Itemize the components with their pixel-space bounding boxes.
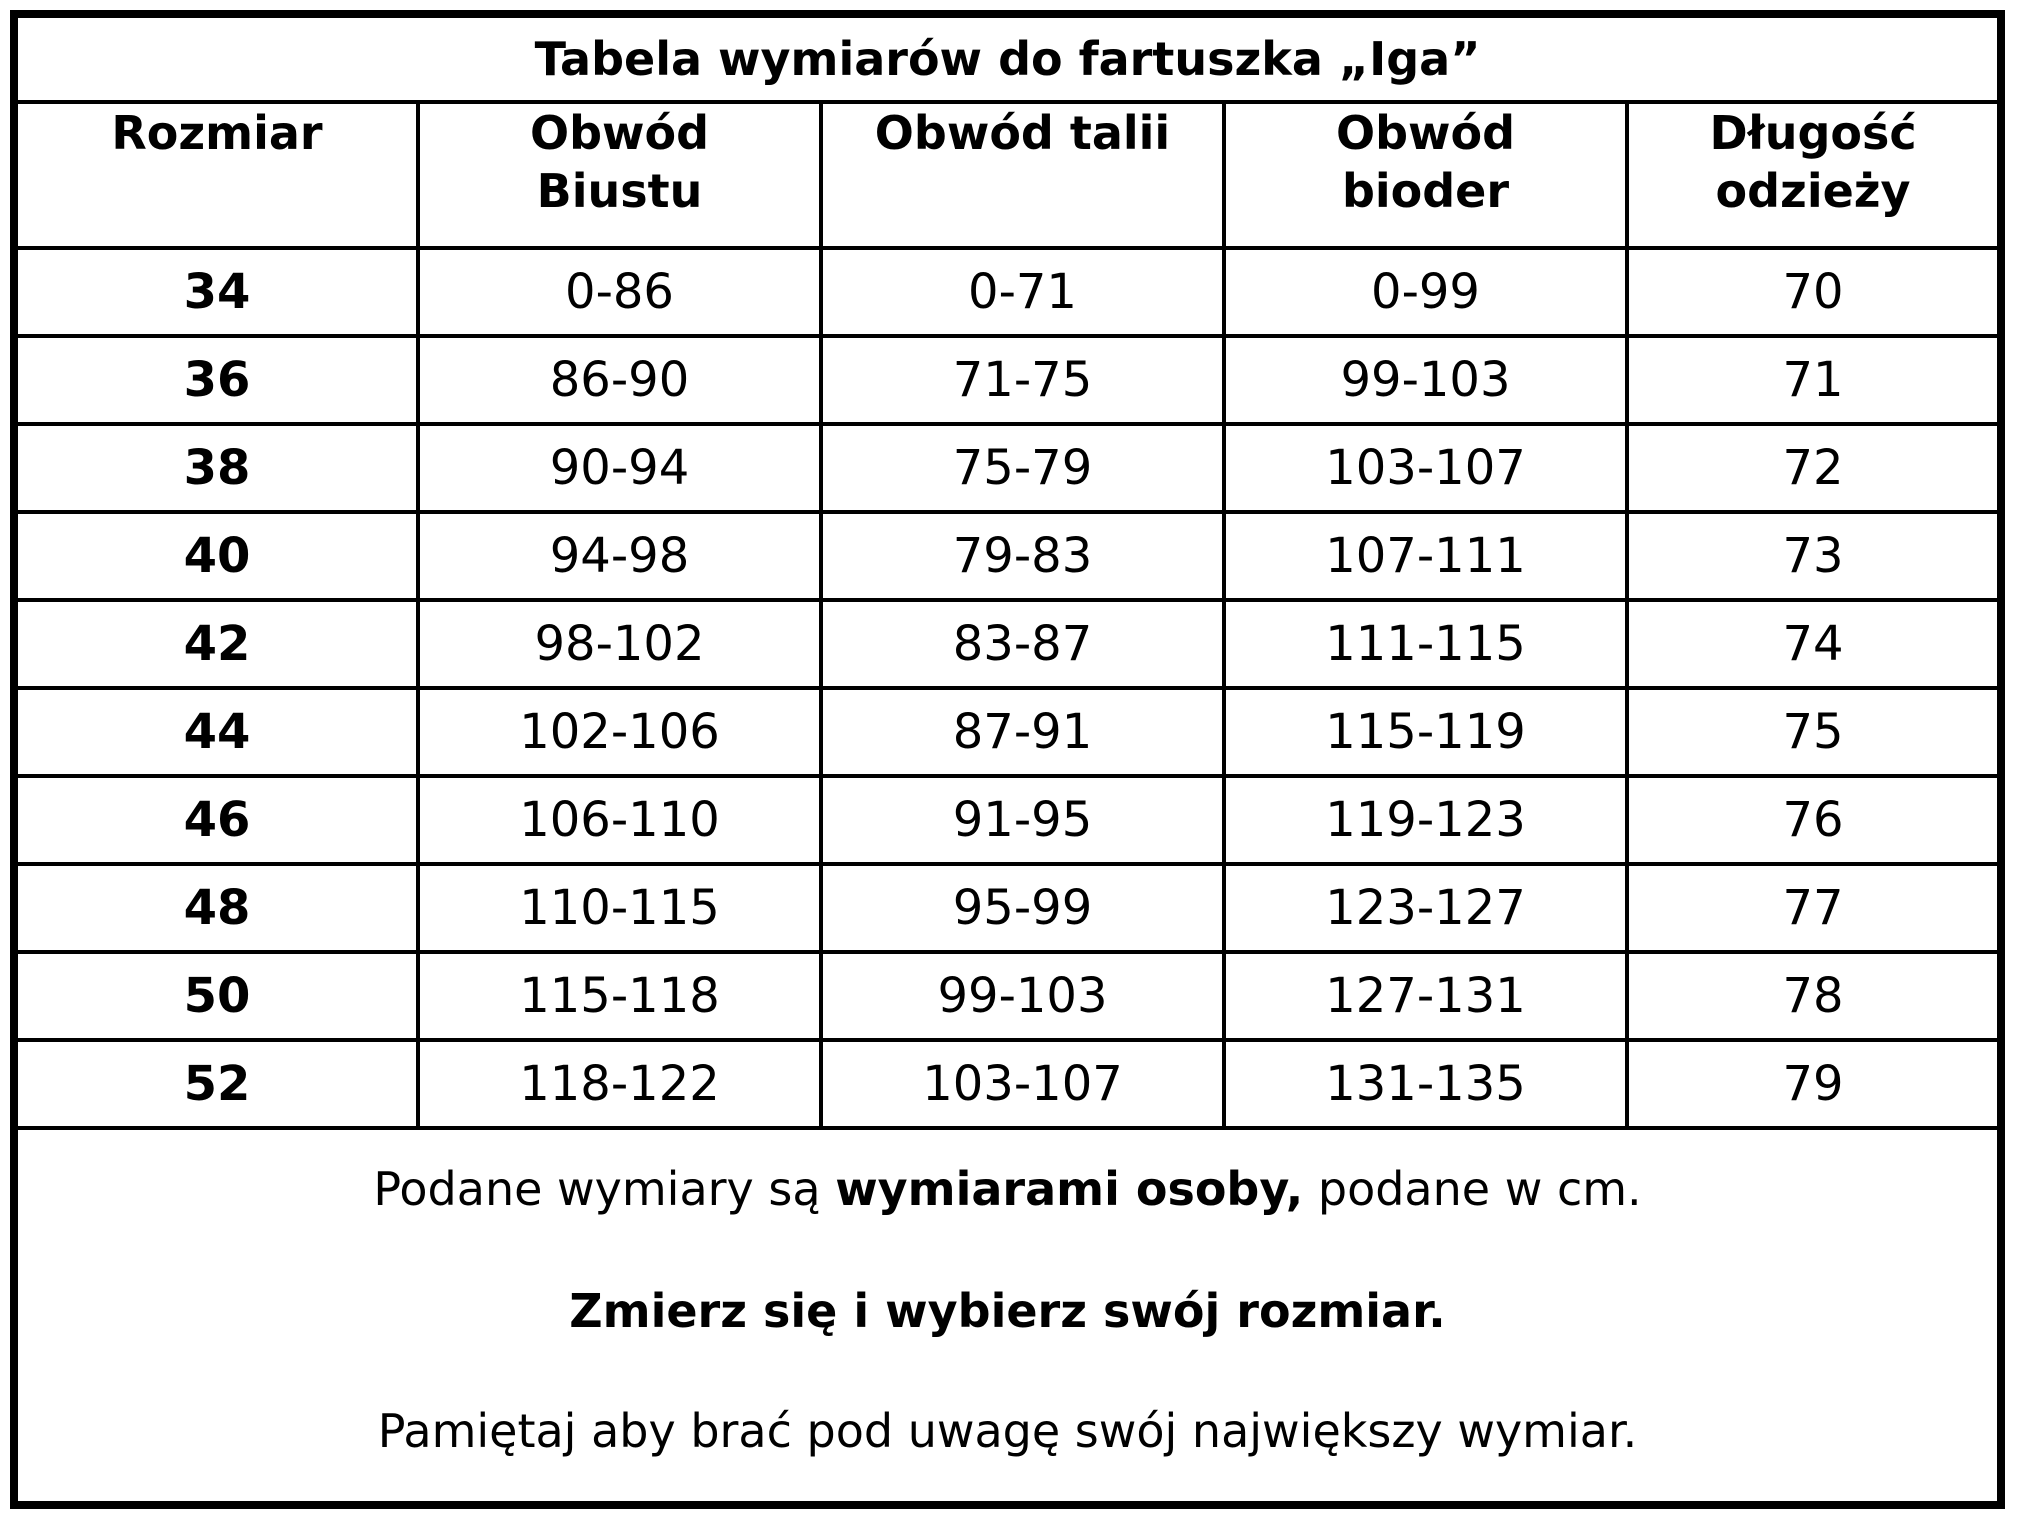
bust-cell: 115-118: [418, 952, 821, 1040]
length-cell: 72: [1627, 424, 1997, 512]
hips-cell: 0-99: [1224, 248, 1627, 336]
table-row: [18, 688, 1997, 776]
column-header-waist: [821, 102, 1224, 248]
size-cell: 52: [18, 1040, 418, 1128]
note-measure-yourself: Zmierz się i wybierz swój rozmiar.: [569, 1284, 1446, 1338]
waist-cell: 95-99: [821, 864, 1224, 952]
size-cell: 46: [18, 776, 418, 864]
length-cell: 77: [1627, 864, 1997, 952]
note-units: [18, 1162, 1997, 1216]
length-cell: 75: [1627, 688, 1997, 776]
length-cell: 78: [1627, 952, 1997, 1040]
note-units-emphasis: wymiarami osoby,: [835, 1162, 1304, 1216]
note-units-suffix: podane w cm.: [1303, 1162, 1642, 1216]
waist-cell: 99-103: [821, 952, 1224, 1040]
waist-cell: 71-75: [821, 336, 1224, 424]
waist-cell: 87-91: [821, 688, 1224, 776]
column-header-hips: [1224, 102, 1627, 248]
length-cell: 74: [1627, 600, 1997, 688]
hips-cell: 115-119: [1224, 688, 1627, 776]
table-row: [18, 336, 1997, 424]
column-header-size-label: Rozmiar: [111, 106, 323, 160]
table-row: [18, 248, 1997, 336]
column-header-size: [18, 102, 418, 248]
hips-cell: 119-123: [1224, 776, 1627, 864]
hips-cell: 127-131: [1224, 952, 1627, 1040]
size-chart-frame: [10, 10, 2005, 1509]
size-cell: 36: [18, 336, 418, 424]
table-row: [18, 424, 1997, 512]
bust-cell: 94-98: [418, 512, 821, 600]
waist-cell: 0-71: [821, 248, 1224, 336]
column-header-hips-label: Obwód bioder: [1335, 106, 1516, 218]
bust-cell: 98-102: [418, 600, 821, 688]
bust-cell: 90-94: [418, 424, 821, 512]
waist-cell: 79-83: [821, 512, 1224, 600]
hips-cell: 103-107: [1224, 424, 1627, 512]
column-header-bust-label: Obwód Biustu: [529, 106, 710, 218]
size-table: [18, 18, 1997, 1130]
bust-cell: 86-90: [418, 336, 821, 424]
size-cell: 42: [18, 600, 418, 688]
table-title: Tabela wymiarów do fartuszka „Iga”: [18, 18, 1997, 102]
bust-cell: 106-110: [418, 776, 821, 864]
size-cell: 40: [18, 512, 418, 600]
bust-cell: 102-106: [418, 688, 821, 776]
bust-cell: 0-86: [418, 248, 821, 336]
length-cell: 70: [1627, 248, 1997, 336]
bust-cell: 118-122: [418, 1040, 821, 1128]
note-units-prefix: Podane wymiary są: [373, 1162, 836, 1216]
hips-cell: 123-127: [1224, 864, 1627, 952]
waist-cell: 103-107: [821, 1040, 1224, 1128]
bust-cell: 110-115: [418, 864, 821, 952]
table-row: [18, 512, 1997, 600]
hips-cell: 107-111: [1224, 512, 1627, 600]
waist-cell: 83-87: [821, 600, 1224, 688]
size-cell: 48: [18, 864, 418, 952]
table-row: [18, 1040, 1997, 1128]
column-header-bust: [418, 102, 821, 248]
length-cell: 76: [1627, 776, 1997, 864]
waist-cell: 75-79: [821, 424, 1224, 512]
size-cell: 50: [18, 952, 418, 1040]
hips-cell: 99-103: [1224, 336, 1627, 424]
table-row: [18, 864, 1997, 952]
size-cell: 34: [18, 248, 418, 336]
column-header-length: [1627, 102, 1997, 248]
table-row: [18, 952, 1997, 1040]
length-cell: 71: [1627, 336, 1997, 424]
size-cell: 44: [18, 688, 418, 776]
hips-cell: 111-115: [1224, 600, 1627, 688]
column-header-length-label: Długość odzieży: [1709, 106, 1917, 218]
length-cell: 79: [1627, 1040, 1997, 1128]
table-row: [18, 600, 1997, 688]
table-row: [18, 776, 1997, 864]
hips-cell: 131-135: [1224, 1040, 1627, 1128]
note-largest-measurement: Pamiętaj aby brać pod uwagę swój największy wymiar.: [377, 1404, 1638, 1458]
size-cell: 38: [18, 424, 418, 512]
column-header-waist-label: Obwód talii: [874, 106, 1171, 160]
waist-cell: 91-95: [821, 776, 1224, 864]
length-cell: 73: [1627, 512, 1997, 600]
